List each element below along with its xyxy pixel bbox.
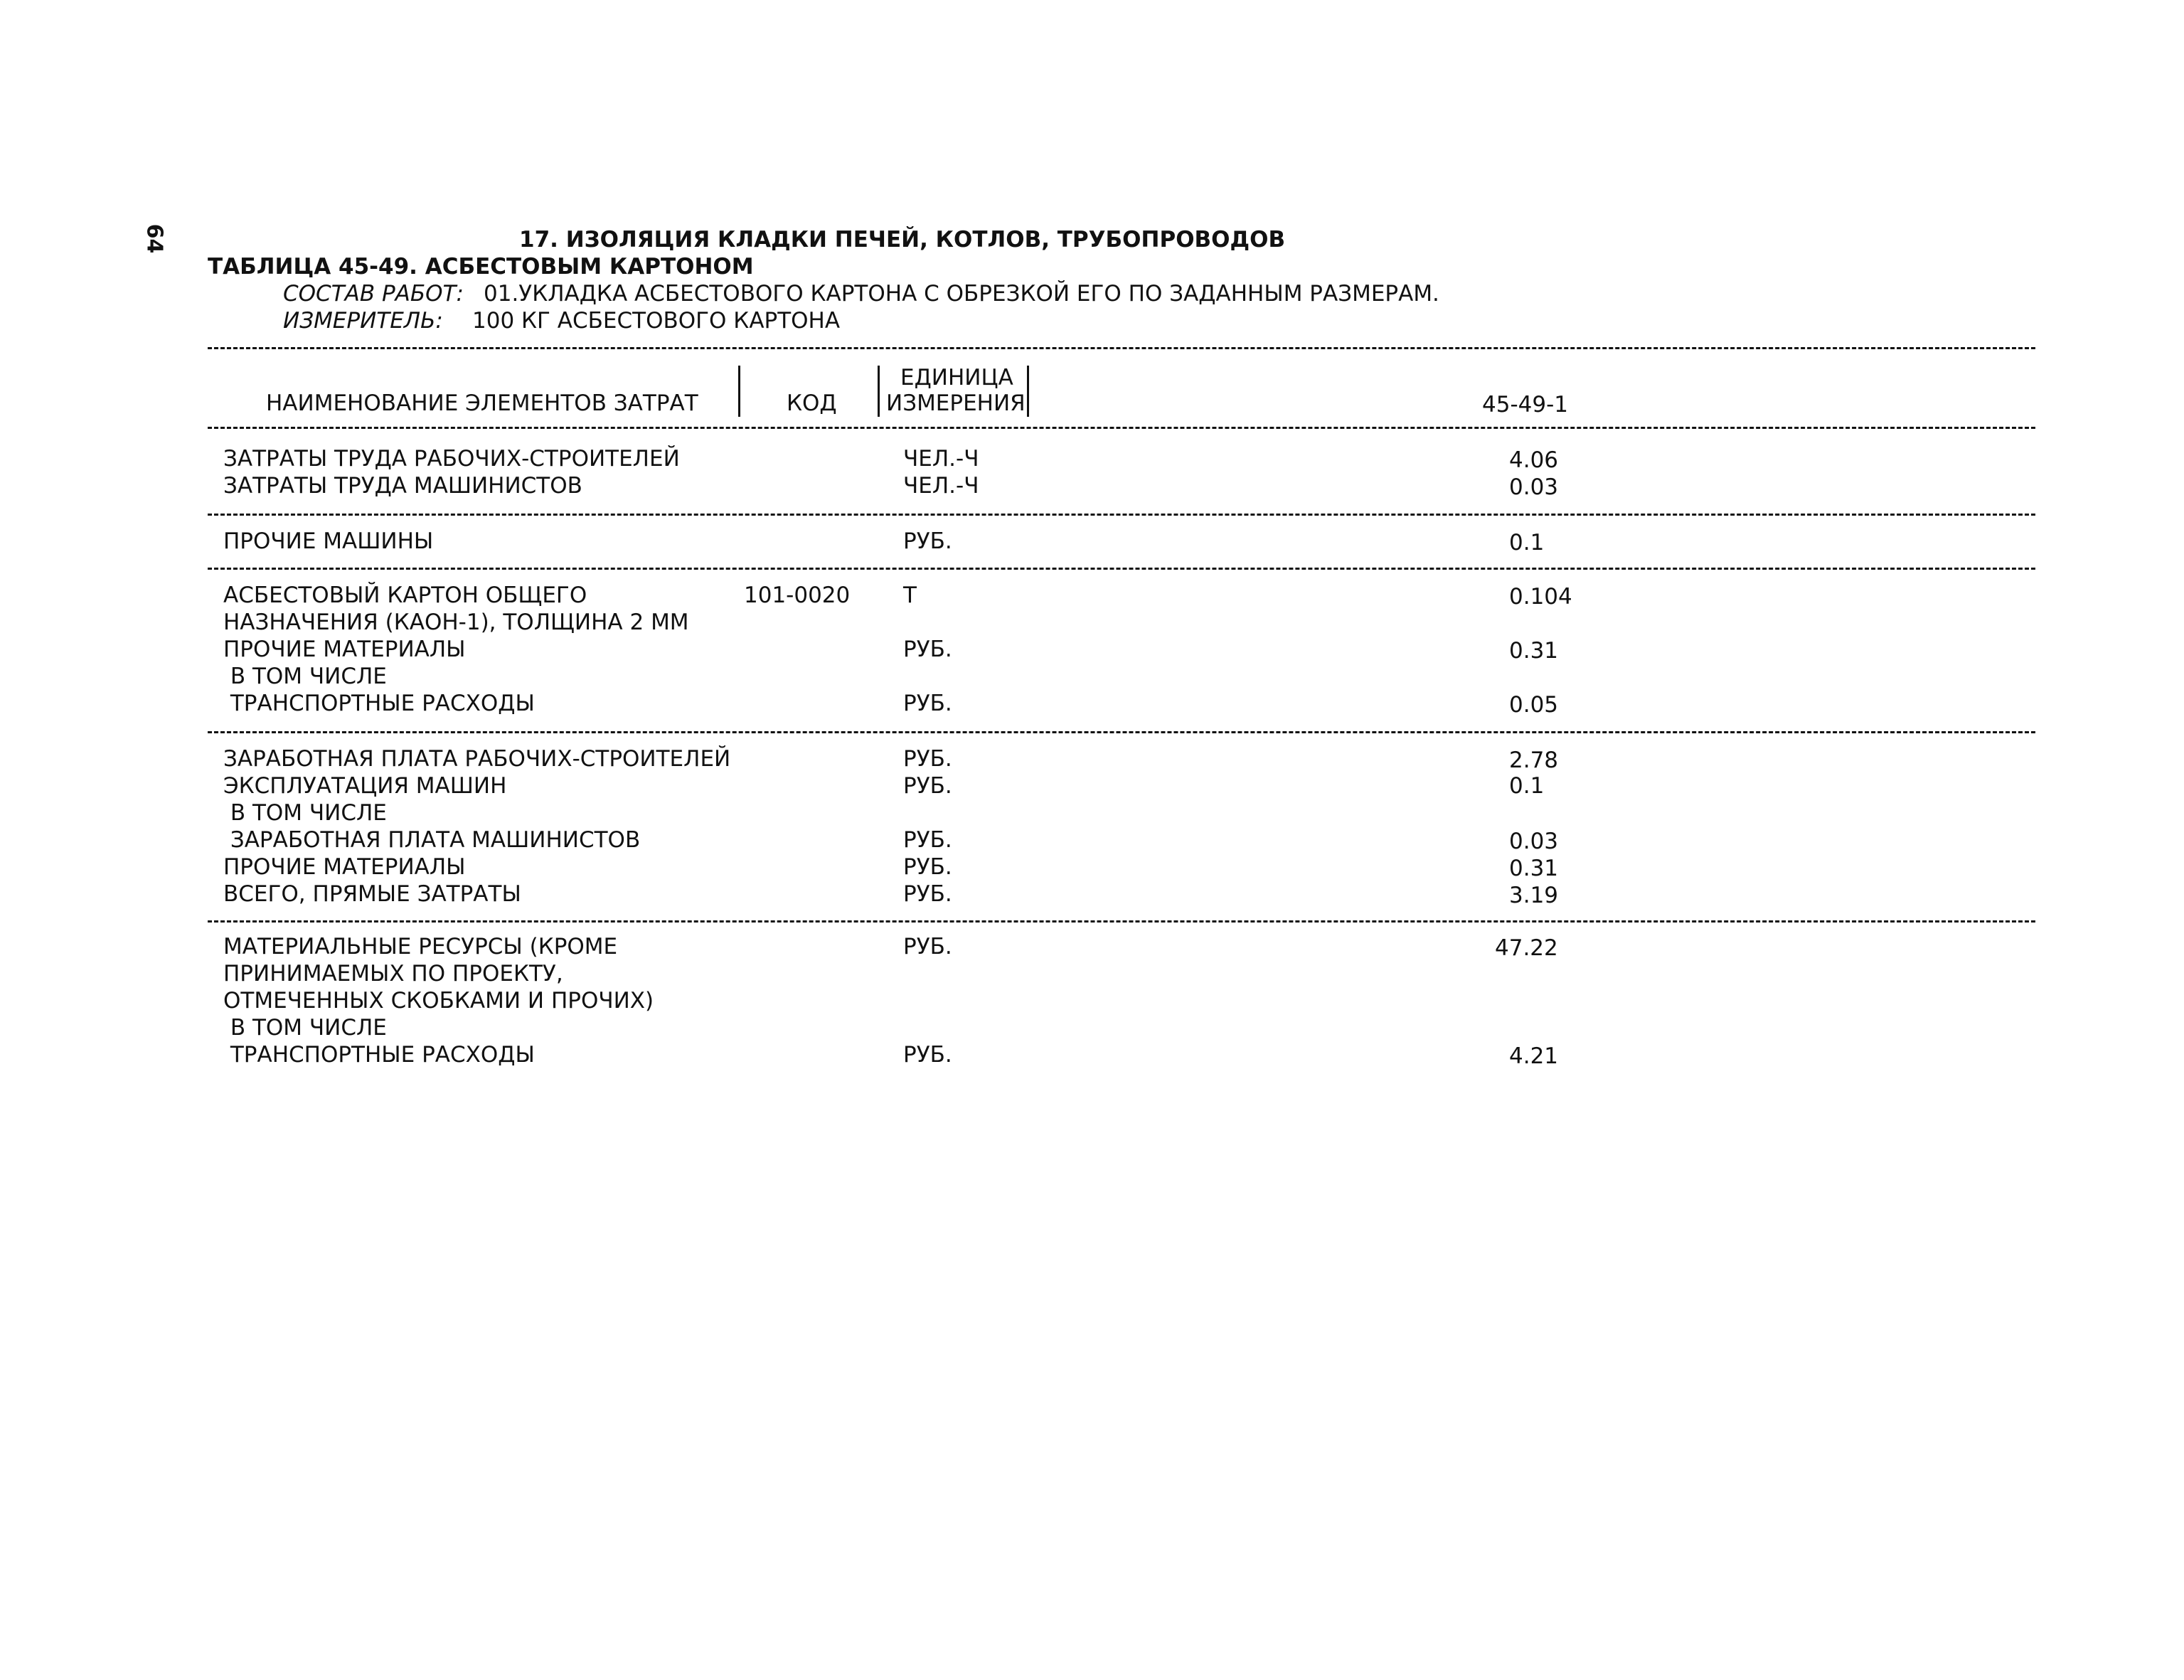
separator	[208, 920, 2035, 923]
meter-label: ИЗМЕРИТЕЛЬ:	[283, 308, 443, 334]
row-name: НАЗНАЧЕНИЯ (КАОН-1), ТОЛЩИНА 2 ММ	[223, 610, 689, 635]
table-row	[0, 448, 2184, 477]
row-unit: ЧЕЛ.-Ч	[903, 446, 979, 472]
separator	[208, 731, 2035, 733]
row-unit: РУБ.	[903, 637, 952, 662]
row-name: ПРИНИМАЕМЫХ ПО ПРОЕКТУ,	[223, 961, 563, 987]
table-row	[0, 666, 2184, 694]
row-value: 4.06	[1509, 447, 1559, 473]
row-value: 0.05	[1509, 692, 1559, 718]
row-unit: РУБ.	[903, 528, 952, 554]
header-norm: 45-49-1	[1482, 392, 1568, 418]
header-divider	[1027, 366, 1029, 417]
row-value: 2.78	[1509, 748, 1559, 773]
table-row	[0, 475, 2184, 504]
separator	[208, 514, 2035, 516]
table-row	[0, 829, 2184, 858]
table-row	[0, 612, 2184, 640]
table-row	[0, 990, 2184, 1019]
work-label: СОСТАВ РАБОТ:	[283, 281, 464, 307]
work-value: 01.УКЛАДКА АСБЕСТОВОГО КАРТОНА С ОБРЕЗКОЙ ЕГО ПО ЗАДАННЫМ РАЗМЕРАМ.	[484, 281, 1439, 307]
table-row	[0, 775, 2184, 804]
table-row	[0, 693, 2184, 721]
table-row	[0, 585, 2184, 613]
row-name: ПРОЧИЕ МАШИНЫ	[223, 528, 434, 554]
row-name: В ТОМ ЧИСЛЕ	[223, 664, 387, 689]
row-name: ЗАТРАТЫ ТРУДА МАШИНИСТОВ	[223, 473, 582, 499]
row-name: АСБЕСТОВЫЙ КАРТОН ОБЩЕГО	[223, 583, 587, 608]
row-name: В ТОМ ЧИСЛЕ	[223, 800, 387, 826]
row-name: ТРАНСПОРТНЫЕ РАСХОДЫ	[223, 691, 535, 716]
table-row	[0, 1044, 2184, 1073]
row-value: 0.31	[1509, 638, 1559, 664]
row-value: 3.19	[1509, 883, 1559, 908]
row-name: ТРАНСПОРТНЫЕ РАСХОДЫ	[223, 1042, 535, 1068]
separator	[208, 347, 2035, 349]
table-row	[0, 1017, 2184, 1046]
row-name: ПРОЧИЕ МАТЕРИАЛЫ	[223, 637, 466, 662]
separator	[208, 568, 2035, 570]
row-unit: Т	[903, 583, 917, 608]
header-unit-2: ИЗМЕРЕНИЯ	[886, 390, 1026, 416]
table-row	[0, 528, 2184, 559]
row-value: 0.1	[1509, 773, 1545, 799]
table-row	[0, 936, 2184, 964]
header-divider	[878, 366, 880, 417]
row-value: 0.1	[1509, 530, 1545, 555]
table-row	[0, 748, 2184, 777]
separator	[208, 427, 2035, 429]
row-name: ПРОЧИЕ МАТЕРИАЛЫ	[223, 854, 466, 880]
table-row	[0, 883, 2184, 912]
table-title: ТАБЛИЦА 45-49. АСБЕСТОВЫМ КАРТОНОМ	[208, 254, 754, 280]
table-row	[0, 802, 2184, 831]
row-unit: РУБ.	[903, 854, 952, 880]
page-number: 64	[142, 223, 167, 254]
header-unit-1: ЕДИНИЦА	[900, 365, 1013, 390]
row-value: 0.104	[1509, 584, 1572, 610]
row-unit: РУБ.	[903, 881, 952, 907]
row-unit: РУБ.	[903, 827, 952, 853]
row-value: 47.22	[1495, 935, 1558, 961]
table-row	[0, 856, 2184, 885]
row-code: 101-0020	[744, 583, 851, 608]
section-title: 17. ИЗОЛЯЦИЯ КЛАДКИ ПЕЧЕЙ, КОТЛОВ, ТРУБОПРОВОДОВ	[519, 227, 1286, 252]
header-divider	[738, 366, 740, 417]
table-row	[0, 639, 2184, 667]
row-value: 0.31	[1509, 856, 1559, 881]
row-name: ЗАРАБОТНАЯ ПЛАТА МАШИНИСТОВ	[223, 827, 641, 853]
row-unit: РУБ.	[903, 1042, 952, 1068]
row-name: ОТМЕЧЕННЫХ СКОБКАМИ И ПРОЧИХ)	[223, 988, 654, 1014]
row-name: ЭКСПЛУАТАЦИЯ МАШИН	[223, 773, 507, 799]
row-value: 0.03	[1509, 829, 1559, 854]
row-unit: РУБ.	[903, 773, 952, 799]
row-unit: ЧЕЛ.-Ч	[903, 473, 979, 499]
header-code: КОД	[787, 390, 837, 416]
table-row	[0, 963, 2184, 991]
row-unit: РУБ.	[903, 746, 952, 772]
header-name: НАИМЕНОВАНИЕ ЭЛЕМЕНТОВ ЗАТРАТ	[266, 390, 698, 416]
meter-value: 100 КГ АСБЕСТОВОГО КАРТОНА	[472, 308, 841, 334]
row-value: 0.03	[1509, 474, 1559, 500]
row-name: В ТОМ ЧИСЛЕ	[223, 1015, 387, 1041]
row-name: ВСЕГО, ПРЯМЫЕ ЗАТРАТЫ	[223, 881, 521, 907]
row-name: МАТЕРИАЛЬНЫЕ РЕСУРСЫ (КРОМЕ	[223, 934, 618, 959]
row-unit: РУБ.	[903, 934, 952, 959]
row-name: ЗАРАБОТНАЯ ПЛАТА РАБОЧИХ-СТРОИТЕЛЕЙ	[223, 746, 731, 772]
row-unit: РУБ.	[903, 691, 952, 716]
row-name: ЗАТРАТЫ ТРУДА РАБОЧИХ-СТРОИТЕЛЕЙ	[223, 446, 680, 472]
row-value: 4.21	[1509, 1043, 1559, 1069]
